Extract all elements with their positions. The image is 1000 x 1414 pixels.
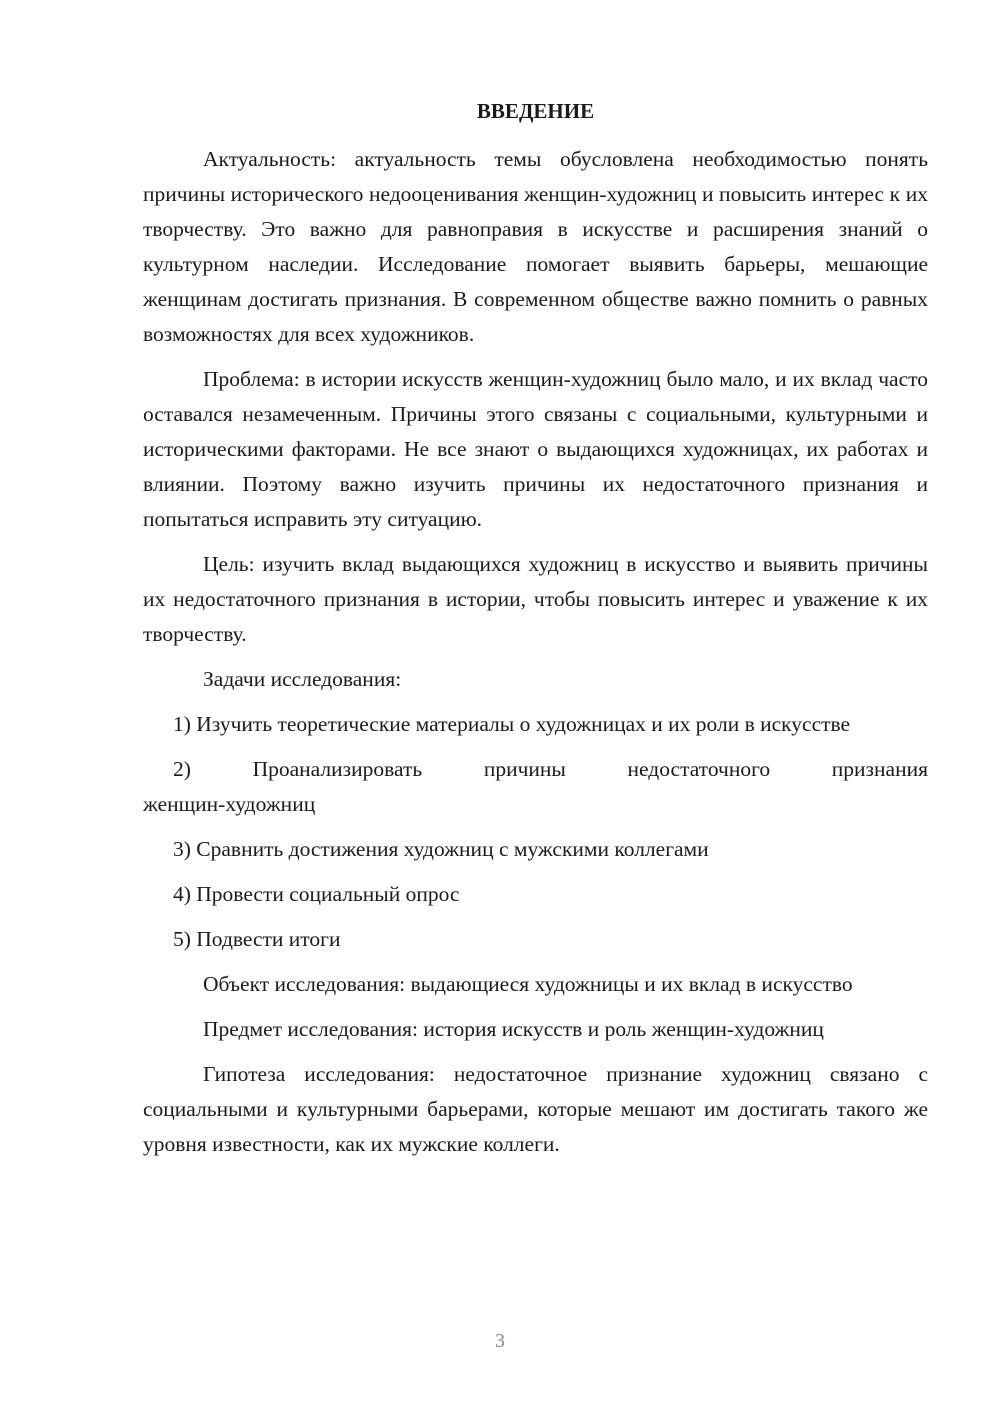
task-item-1: 1) Изучить теоретические материалы о художницах и их роли в искусстве [173, 712, 851, 736]
document-page [143, 94, 928, 1172]
task-item-3: 3) Сравнить достижения художниц с мужскими коллегами [173, 837, 709, 861]
paragraph-goal: Цель: изучить вклад выдающихся художниц в искусство и выявить причины их недостаточного признания в истории, чтобы повысить интерес и уважение к их творчеству. [143, 552, 928, 646]
task-item-4: 4) Провести социальный опрос [173, 882, 460, 906]
task-item-2 [143, 752, 928, 822]
page-title: ВВЕДЕНИЕ [476, 99, 595, 123]
paragraph-subject: Предмет исследования: история искусств и роль женщин-художниц [203, 1017, 824, 1041]
task-item-5: 5) Подвести итоги [173, 927, 341, 951]
paragraph-problem: Проблема: в истории искусств женщин-художниц было мало, и их вклад часто оставался незамеченным. Причины этого связаны с социальными, культурными и историческими факторами. Не все знают о выдающихся художницах, их работах и влиянии. Поэтому важно изучить причины их недостаточного признания и попытаться исправить эту ситуацию. [143, 367, 928, 531]
paragraph-hypothesis: Гипотеза исследования: недостаточное признание художниц связано с социальными и культурными барьерами, которые мешают им достигать такого же уровня известности, как их мужские коллеги. [143, 1062, 928, 1156]
page-number: 3 [495, 1330, 505, 1352]
paragraph-relevance: Актуальность: актуальность темы обусловлена необходимостью понять причины исторического недооценивания женщин-художниц и повысить интерес к их творчеству. Это важно для равноправия в искусстве и расширения знаний о культурном наследии. Исследование помогает выявить барьеры, мешающие женщинам достигать признания. В современном обществе важно помнить о равных возможностях для всех художников. [143, 147, 928, 346]
tasks-heading: Задачи исследования: [203, 667, 402, 691]
task-item-2-line-2: женщин-художниц [143, 792, 316, 816]
paragraph-object: Объект исследования: выдающиеся художницы и их вклад в искусство [203, 972, 853, 996]
task-item-2-line-1: 2) Проанализировать причины недостаточного признания [173, 757, 928, 781]
